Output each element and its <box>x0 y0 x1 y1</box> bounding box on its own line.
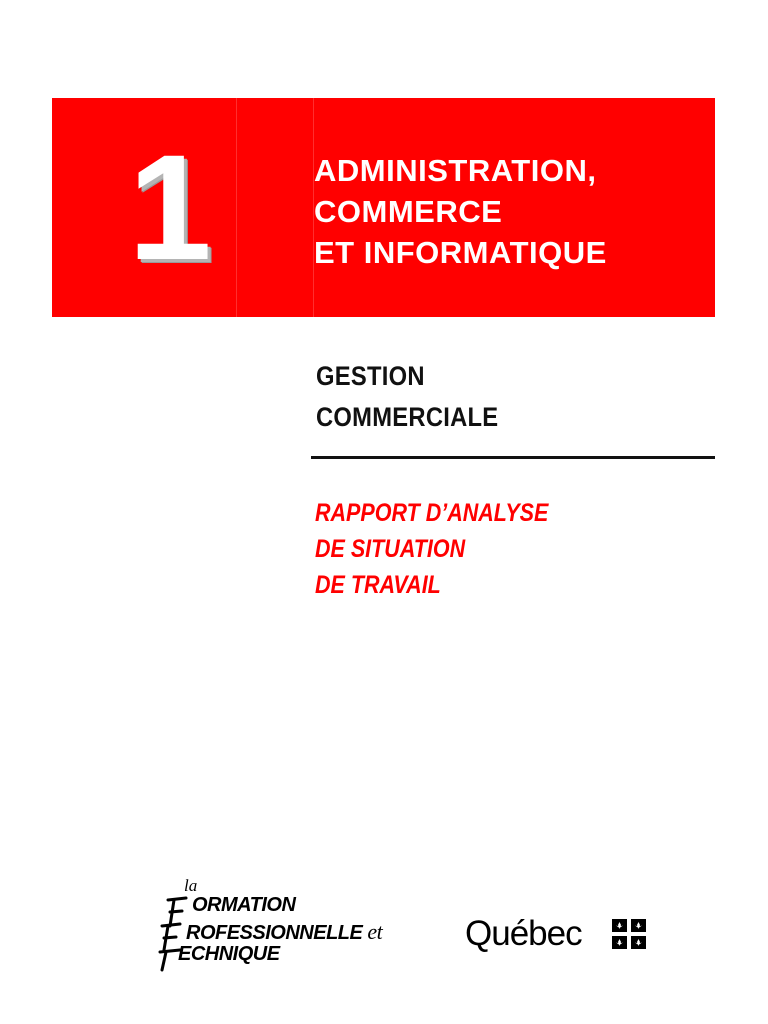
program-title <box>316 356 498 438</box>
title-divider <box>311 456 715 459</box>
fpt-prefix: la <box>184 876 198 895</box>
banner-divider <box>236 98 237 317</box>
quebec-wordmark: Québec <box>465 914 582 953</box>
document-type-line: DE SITUATION <box>315 535 466 563</box>
fpt-line-technique <box>178 943 280 966</box>
quebec-flag-icon <box>612 919 646 949</box>
sector-title-line: COMMERCE <box>314 194 503 229</box>
fpt-word: ROFESSIONNELLE <box>186 922 363 944</box>
program-title-line: COMMERCIALE <box>316 402 499 432</box>
sector-title-line: ADMINISTRATION, <box>314 153 597 188</box>
sector-banner <box>52 98 715 317</box>
fpt-word: ORMATION <box>192 894 296 916</box>
document-type-line: RAPPORT D’ANALYSE <box>315 499 549 527</box>
sector-title-line: ET INFORMATIQUE <box>314 235 607 270</box>
fpt-line-professionnelle <box>186 919 382 945</box>
sector-title <box>314 150 607 273</box>
fpt-conjunction: et <box>367 919 383 944</box>
document-type-line: DE TRAVAIL <box>315 571 441 599</box>
fpt-word: ECHNIQUE <box>178 943 280 965</box>
formation-professionnelle-logo <box>158 876 430 976</box>
program-title-line: GESTION <box>316 361 425 391</box>
fpt-line-formation <box>192 894 295 917</box>
sector-number: 1 <box>128 123 212 291</box>
quebec-logo <box>465 910 665 960</box>
document-type <box>315 495 548 603</box>
